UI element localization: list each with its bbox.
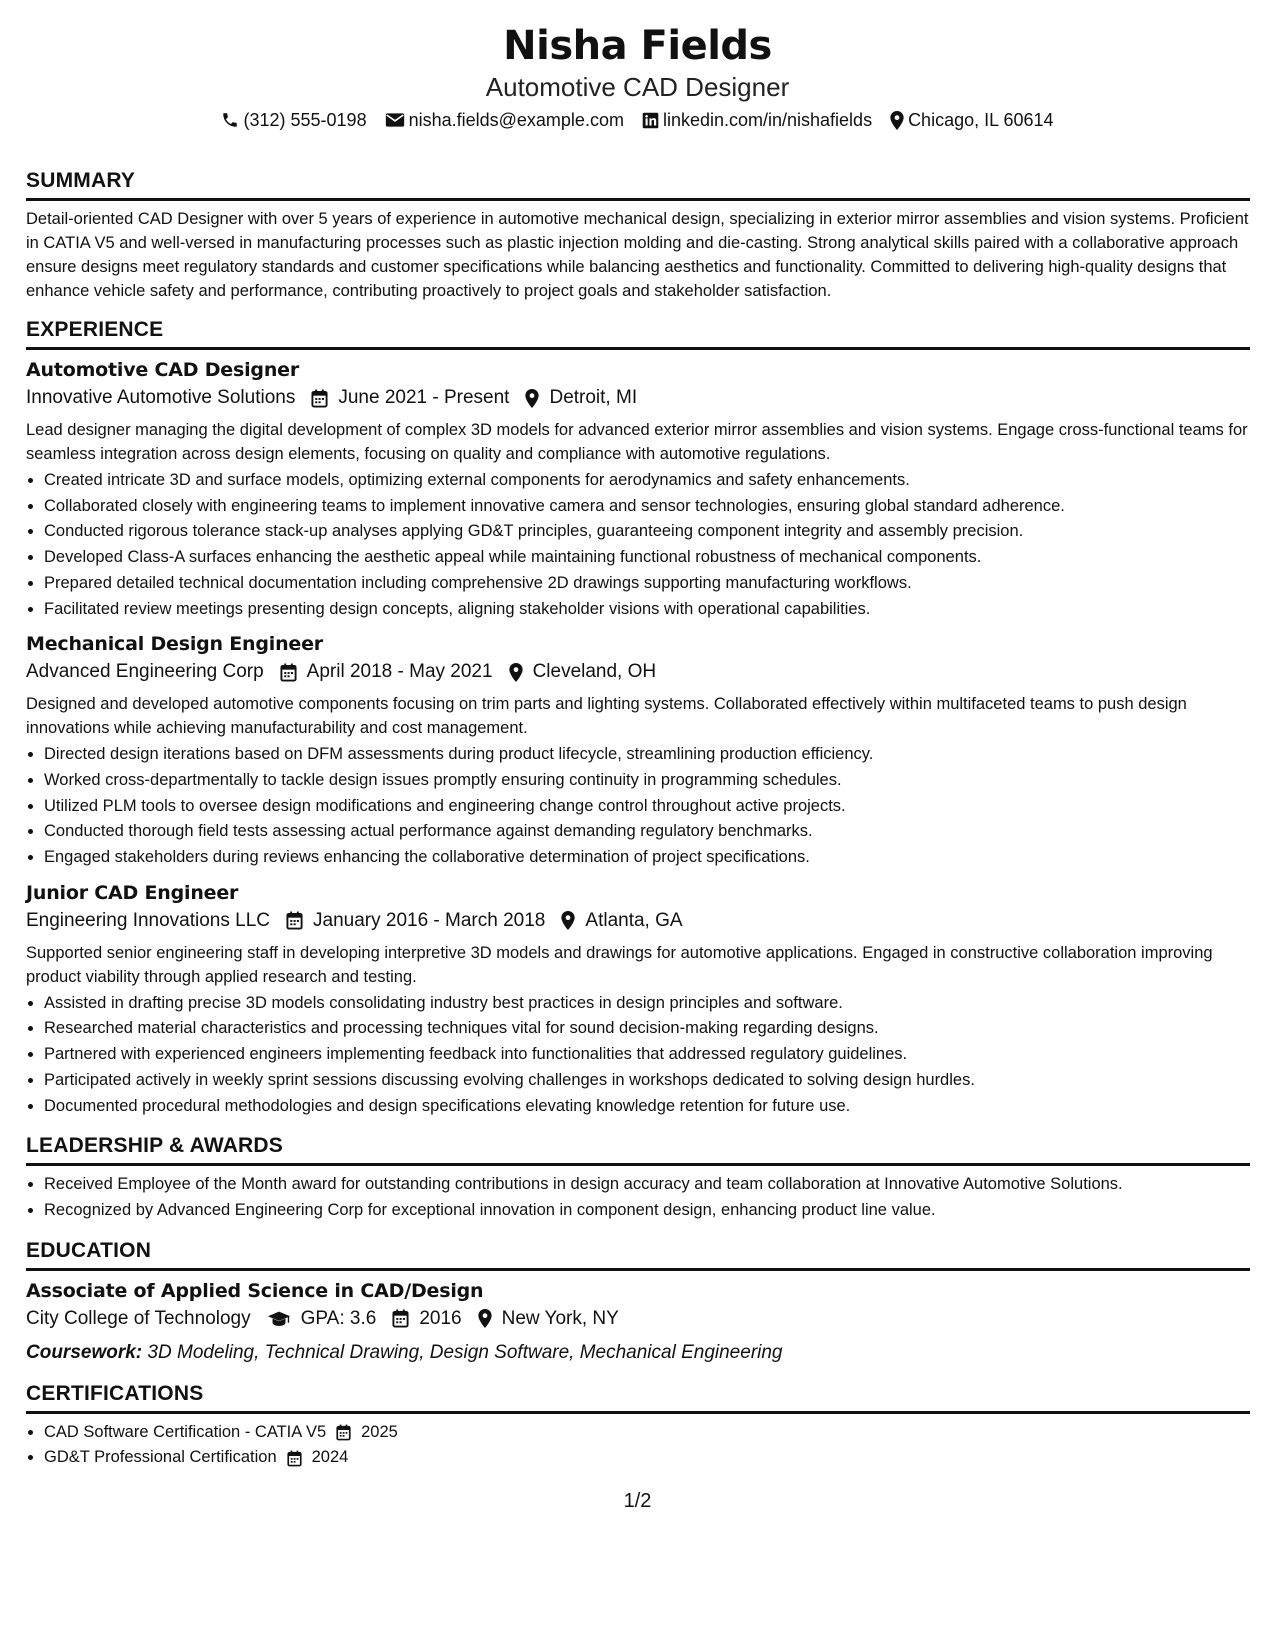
section-heading: EDUCATION <box>26 1238 1250 1271</box>
education-meta <box>26 1305 1250 1333</box>
gpa-text: GPA: 3.6 <box>300 1307 377 1329</box>
list-item: • Engaged stakeholders during reviews enhancing the collaborative determination of project specifications. <box>44 845 1250 871</box>
section-heading: LEADERSHIP & AWARDS <box>26 1133 1250 1166</box>
list-item: • Researched material characteristics and processing techniques vital for sound decision-making regarding designs. <box>44 1016 1250 1042</box>
map-pin-icon <box>890 111 904 130</box>
list-item: • Recognized by Advanced Engineering Corp for exceptional innovation in component design, enhancing product line value. <box>44 1198 1250 1224</box>
job-entry <box>26 879 1250 1120</box>
section-heading: SUMMARY <box>26 168 1250 201</box>
map-pin-icon <box>509 663 523 682</box>
job-location: Atlanta, GA <box>585 909 683 931</box>
job-title: Automotive CAD Designer <box>26 359 299 381</box>
education-section <box>26 1238 1250 1367</box>
calendar-icon <box>286 911 303 930</box>
list-item: • Conducted thorough field tests assessing actual performance against demanding regulatory benchmarks. <box>44 819 1250 845</box>
job-dates: June 2021 - Present <box>338 387 510 408</box>
contact-email[interactable] <box>385 108 624 132</box>
graduation-year: 2016 <box>419 1307 462 1329</box>
job-meta <box>26 384 1250 412</box>
email-text: nisha.fields@example.com <box>408 110 624 130</box>
coursework-line <box>26 1339 1250 1367</box>
list-item: • Facilitated review meetings presenting design concepts, aligning stakeholder visions with operational capabilities. <box>44 597 1250 623</box>
job-dates: April 2018 - May 2021 <box>306 661 493 683</box>
list-item: • Participated actively in weekly sprint sessions discussing evolving challenges in workshops dedicated to solving design hurdles. <box>44 1068 1250 1094</box>
company-name: Engineering Innovations LLC <box>26 909 271 931</box>
resume-header <box>0 22 1275 132</box>
certifications-list <box>26 1420 1250 1471</box>
list-item: • Conducted rigorous tolerance stack-up analyses applying GD&T principles, guaranteeing component integrity and assembly precision. <box>44 519 1250 545</box>
company-name: Advanced Engineering Corp <box>26 661 264 683</box>
summary-text: Detail-oriented CAD Designer with over 5 years of experience in automotive mechanical design, specializing in exterior mirror assemblies and vision systems. Proficient in CATIA V5 and well-versed in manufacturing processes such as plastic injection molding and die-casting. Strong analytical skills paired with a collaborative approach ensure designs meet regulatory standards and customer specifications while balancing aesthetics and functionality. Committed to delivering high-quality designs that enhance vehicle safety and performance, contributing proactively to project goals and stakeholder satisfaction. <box>26 210 1249 300</box>
list-item: • Created intricate 3D and surface models, optimizing external components for aerodynamics and safety enhancements. <box>44 468 1250 494</box>
job-title: Mechanical Design Engineer <box>26 633 323 656</box>
list-item: • Received Employee of the Month award for outstanding contributions in design accuracy and team collaboration at Innovative Automotive Solutions. <box>44 1172 1250 1198</box>
list-item: • Utilized PLM tools to oversee design modifications and engineering change control throughout active projects. <box>44 794 1250 820</box>
certifications-section <box>26 1381 1250 1471</box>
contact-location <box>890 108 1053 132</box>
list-item: • Directed design iterations based on DFM assessments during product lifecycle, streamlining production efficiency. <box>44 742 1250 768</box>
contact-phone[interactable] <box>221 108 366 132</box>
list-item: • Assisted in drafting precise 3D models consolidating industry best practices in design principles and software. <box>44 991 1250 1017</box>
job-dates: January 2016 - March 2018 <box>313 909 546 931</box>
job-meta <box>26 907 1250 935</box>
list-item: • Worked cross-departmentally to tackle design issues promptly ensuring continuity in programming schedules. <box>44 768 1250 794</box>
cert-name: • CAD Software Certification - CATIA V5 <box>44 1422 327 1441</box>
map-pin-icon <box>478 1309 492 1328</box>
list-item: • Collaborated closely with engineering teams to implement innovative camera and sensor technologies, ensuring global standard adherence. <box>44 494 1250 520</box>
company-name: Innovative Automotive Solutions <box>26 387 296 408</box>
awards-list <box>26 1172 1250 1223</box>
calendar-icon <box>311 389 328 408</box>
phone-icon <box>221 111 239 129</box>
job-entry <box>26 630 1250 871</box>
list-item: • Prepared detailed technical documentation including comprehensive 2D drawings supporting manufacturing workflows. <box>44 571 1250 597</box>
job-bullets <box>26 991 1250 1120</box>
coursework-label: Coursework: <box>26 1341 143 1363</box>
job-description: Lead designer managing the digital development of complex 3D models for advanced exterior mirror assemblies and vision systems. Engage cross-functional teams for seamless integration across design elements, focusing on quality and compliance with automotive regulations. <box>26 421 1248 463</box>
resume-body <box>26 168 1250 1485</box>
linkedin-icon <box>642 112 659 129</box>
calendar-icon <box>287 1450 302 1467</box>
map-pin-icon <box>561 911 575 930</box>
location-text: Chicago, IL 60614 <box>908 110 1054 130</box>
calendar-icon <box>280 663 297 682</box>
map-pin-icon <box>525 389 539 408</box>
job-title: Junior CAD Engineer <box>26 881 239 904</box>
job-bullets <box>26 468 1250 622</box>
cert-year: 2025 <box>361 1422 398 1441</box>
job-description: Supported senior engineering staff in developing interpretive 3D models and drawings for automotive applications. Engaged in constructive collaboration improving product viability through applied research and testing. <box>26 943 1213 986</box>
job-description: Designed and developed automotive components focusing on trim parts and lighting systems. Collaborated effectively within multifaceted teams to push design innovations while achieving manufacturability and cost management. <box>26 695 1187 738</box>
calendar-icon <box>392 1309 409 1328</box>
page-number: 1/2 <box>623 1490 652 1512</box>
envelope-icon <box>385 112 405 128</box>
job-location: Cleveland, OH <box>532 661 657 683</box>
calendar-icon <box>336 1424 351 1441</box>
cert-year: 2024 <box>311 1448 349 1467</box>
section-heading: CERTIFICATIONS <box>26 1381 1250 1414</box>
candidate-title: Automotive CAD Designer <box>485 72 790 102</box>
coursework-text: 3D Modeling, Technical Drawing, Design Software, Mechanical Engineering <box>147 1341 783 1363</box>
cert-name: • GD&T Professional Certification <box>44 1448 277 1467</box>
list-item: • Partnered with experienced engineers implementing feedback into functionalities that addressed regulatory guidelines. <box>44 1042 1250 1068</box>
summary-section <box>26 168 1250 303</box>
section-heading: EXPERIENCE <box>26 317 1250 350</box>
list-item: • Developed Class-A surfaces enhancing the aesthetic appeal while maintaining functional robustness of mechanical components. <box>44 545 1250 571</box>
candidate-name: Nisha Fields <box>503 23 772 69</box>
contact-bar <box>0 108 1275 132</box>
job-bullets <box>26 742 1250 871</box>
job-entry <box>26 356 1250 622</box>
phone-text: (312) 555-0198 <box>243 110 367 130</box>
degree-title: Associate of Applied Science in CAD/Design <box>26 1279 484 1302</box>
list-item <box>44 1420 1250 1446</box>
leadership-section <box>26 1133 1250 1223</box>
list-item: • Documented procedural methodologies and design specifications elevating knowledge retention for future use. <box>44 1094 1250 1120</box>
experience-section <box>26 317 1250 1119</box>
job-location: Detroit, MI <box>549 387 638 408</box>
linkedin-text: linkedin.com/in/nishafields <box>662 110 873 130</box>
school-location: New York, NY <box>501 1307 619 1329</box>
contact-linkedin[interactable] <box>642 108 872 132</box>
school-name: City College of Technology <box>26 1307 251 1329</box>
job-meta <box>26 658 1250 686</box>
list-item <box>44 1445 1250 1471</box>
graduation-cap-icon <box>267 1310 291 1328</box>
